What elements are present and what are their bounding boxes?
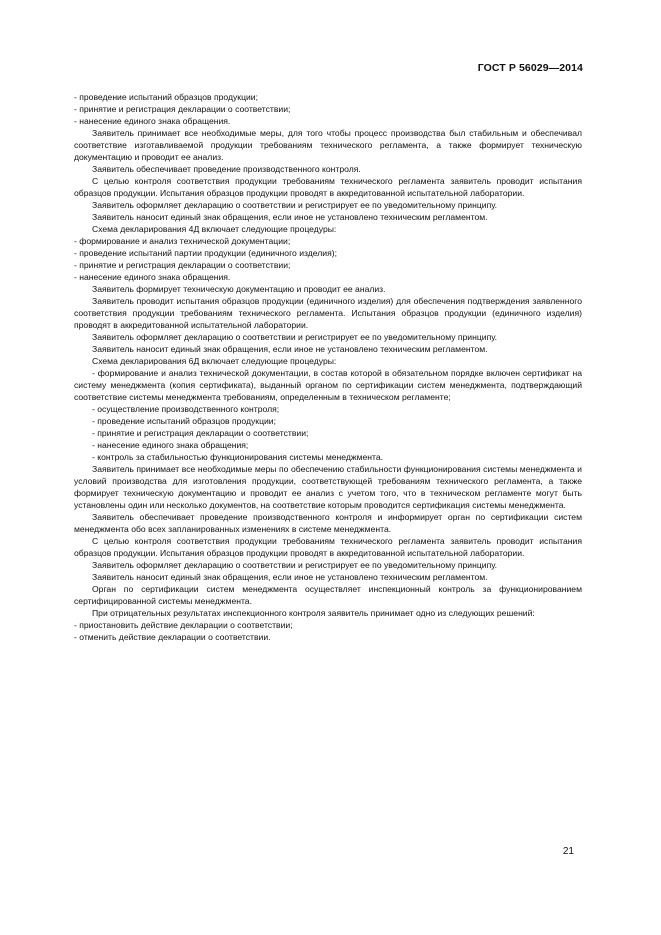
paragraph: - формирование и анализ технической документации, в состав которой в обязательном порядке включен сертификат на систему менеджмента (копия сертификата), выданный органом по сертификации систем менеджмента, подтверждающий соответствие системы менеджмента требованиям, определенным в техническом регламенте; bbox=[74, 368, 582, 402]
paragraph: Заявитель наносит единый знак обращения, если иное не установлено техническим регламентом. bbox=[92, 344, 488, 354]
paragraph: При отрицательных результатах инспекционного контроля заявитель принимает одно из следующих решений: bbox=[92, 608, 535, 618]
list-item: - приостановить действие декларации о соответствии; bbox=[74, 620, 293, 630]
paragraph: Заявитель обеспечивает проведение производственного контроля. bbox=[92, 164, 361, 174]
list-item: - нанесение единого знака обращения. bbox=[74, 272, 231, 282]
paragraph: - принятие и регистрация декларации о соответствии; bbox=[92, 428, 309, 438]
list-item: - принятие и регистрация декларации о соответствии; bbox=[74, 104, 291, 114]
list-item: - проведение испытаний образцов продукции; bbox=[74, 92, 258, 102]
list-item: - проведение испытаний партии продукции (единичного изделия); bbox=[74, 248, 337, 258]
paragraph: Заявитель обеспечивает проведение производственного контроля и информирует орган по сертификации систем менеджмента обо всех запланированных изменениях в системе менеджмента. bbox=[74, 512, 582, 534]
paragraph: Схема декларирования 4Д включает следующие процедуры: bbox=[92, 224, 337, 234]
paragraph: Заявитель принимает все необходимые меры, для того чтобы процесс производства был стабильным и обеспечивал соответствие изготавливаемой продукции требованиям технического регламента, а также формирует техническую документацию и проводит ее анализ. bbox=[74, 128, 582, 162]
list-item: - формирование и анализ технической документации; bbox=[74, 236, 291, 246]
paragraph: Заявитель формирует техническую документацию и проводит ее анализ. bbox=[92, 284, 386, 294]
paragraph: С целью контроля соответствия продукции требованиям технического регламента заявитель проводит испытания образцов продукции. Испытания образцов продукции проводят в аккредитованной испытательной лаборатории. bbox=[74, 536, 582, 558]
list-item: - принятие и регистрация декларации о соответствии; bbox=[74, 260, 291, 270]
paragraph: - нанесение единого знака обращения; bbox=[92, 440, 249, 450]
paragraph: Схема декларирования 6Д включает следующие процедуры: bbox=[92, 356, 337, 366]
paragraph: Заявитель принимает все необходимые меры по обеспечению стабильности функционирования системы менеджмента и условий производства для изготовления продукции, соответствующей требованиям технического регламента, а также формирует техническую документацию и проводит ее анализ с учетом того, что в техническом регламенте могут быть установлены один или несколько документов, на соответствие которым проводится сертификация системы менеджмента. bbox=[74, 464, 582, 510]
paragraph: - осуществление производственного контроля; bbox=[92, 404, 280, 414]
paragraph: Заявитель наносит единый знак обращения, если иное не установлено техническим регламентом. bbox=[92, 572, 488, 582]
paragraph: - контроль за стабильностью функционирования системы менеджмента. bbox=[92, 452, 384, 462]
list-item: - отменить действие декларации о соответствии. bbox=[74, 632, 271, 642]
document-header: ГОСТ Р 56029—2014 bbox=[477, 62, 583, 74]
paragraph: С целью контроля соответствия продукции требованиям технического регламента заявитель проводит испытания образцов продукции. Испытания образцов продукции проводят в аккредитованной испытательной лаборатории. bbox=[74, 176, 582, 198]
paragraph: Заявитель наносит единый знак обращения, если иное не установлено техническим регламентом. bbox=[92, 212, 488, 222]
paragraph: Заявитель оформляет декларацию о соответствии и регистрирует ее по уведомительному принципу. bbox=[92, 560, 498, 570]
page-number: 21 bbox=[562, 846, 574, 857]
list-item: - нанесение единого знака обращения. bbox=[74, 116, 231, 126]
paragraph: Заявитель оформляет декларацию о соответствии и регистрирует ее по уведомительному принципу. bbox=[92, 332, 498, 342]
document-body bbox=[74, 91, 582, 643]
paragraph: - проведение испытаний образцов продукции; bbox=[92, 416, 276, 426]
paragraph: Заявитель проводит испытания образцов продукции (единичного изделия) для обеспечения подтверждения заявленного соответствия продукции требованиям технического регламента. Испытания образцов продукции (единичного изделия) проводят в аккредитованной испытательной лаборатории. bbox=[74, 296, 582, 330]
paragraph: Орган по сертификации систем менеджмента осуществляет инспекционный контроль за функционированием сертифицированной системы менеджмента. bbox=[74, 584, 582, 606]
paragraph: Заявитель оформляет декларацию о соответствии и регистрирует ее по уведомительному принципу. bbox=[92, 200, 498, 210]
